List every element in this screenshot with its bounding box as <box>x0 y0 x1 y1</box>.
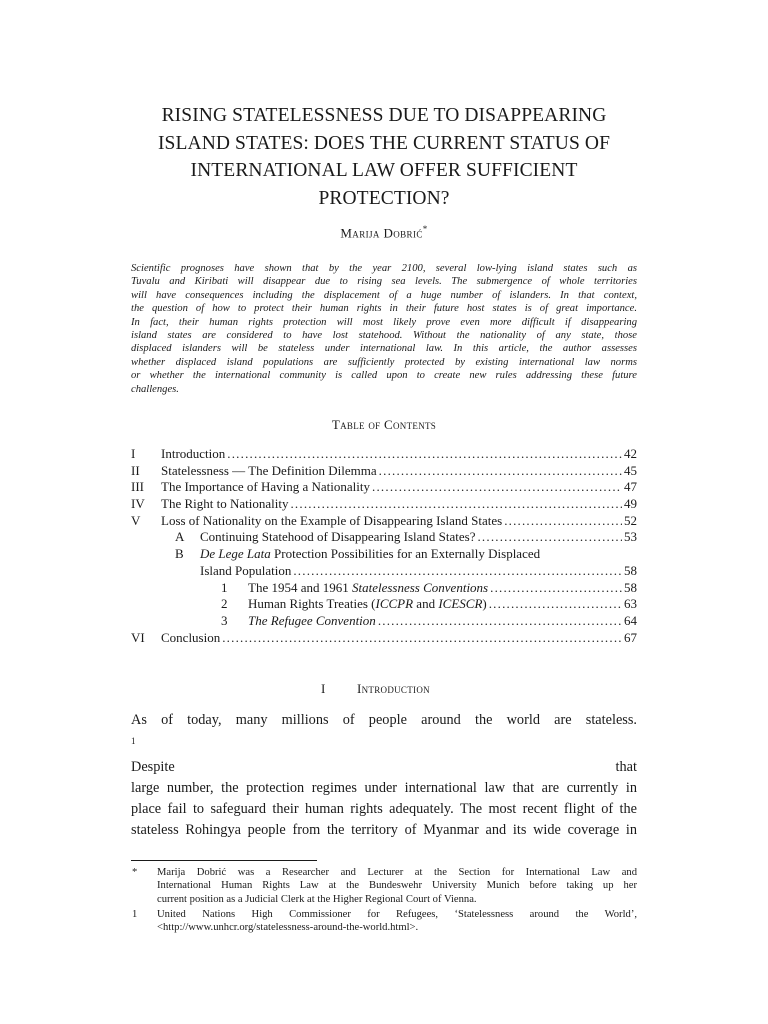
author-byline <box>131 224 637 241</box>
footnote-line: International Human Rights Law at the Bundeswehr University Munich before taking up her <box>157 880 637 892</box>
toc-entry-title-post: ) <box>482 596 487 612</box>
toc-leader-dots <box>489 596 622 613</box>
toc-entry-title <box>248 613 378 630</box>
toc-entry[interactable] <box>131 513 637 530</box>
toc-entry[interactable] <box>131 496 637 513</box>
toc-entry-page: 47 <box>624 479 637 495</box>
toc-entry-number: IV <box>131 496 145 512</box>
title-line: RISING STATELESSNESS DUE TO DISAPPEARING <box>161 105 607 126</box>
body-line: stateless Rohingya people from the territory of Myanmar and its wide coverage in <box>131 821 637 838</box>
toc-entry-title-italic: The Refugee Convention <box>248 612 376 628</box>
footnote-line[interactable]: <http://www.unhcr.org/statelessness-around-the-world.html>. <box>157 922 419 934</box>
toc-entry-page: 45 <box>624 462 637 478</box>
abstract-line: Tuvalu and Kiribati will disappear due to rising sea levels. The submergence of whole territories <box>131 276 637 288</box>
toc-entry-number: I <box>131 446 136 461</box>
toc-leader-dots <box>504 513 622 530</box>
toc-entry-number: III <box>131 479 144 495</box>
body-paragraph <box>131 710 637 841</box>
table-of-contents <box>131 446 637 646</box>
toc-leader-dots <box>290 496 622 513</box>
toc-entry-page: 58 <box>624 579 637 595</box>
title-line: ISLAND STATES: DOES THE CURRENT STATUS OF <box>157 132 611 154</box>
toc-leader-dots <box>222 630 622 647</box>
toc-entry-number: VI <box>131 629 145 645</box>
abstract-line: or whether the international community is called upon to create new rules addressing these future <box>131 370 637 382</box>
toc-entry[interactable] <box>131 463 637 480</box>
toc-entry-title-mid: and <box>413 596 439 612</box>
body-line: large number, the protection regimes under international law that are currently in <box>131 779 637 796</box>
toc-entry-title: Statelessness — The Definition Dilemma <box>161 462 377 478</box>
toc-entry-title: Continuing Statehood of Disappearing Island States? <box>200 529 476 545</box>
toc-leader-dots <box>477 529 622 546</box>
toc-entry-title: The Importance of Having a Nationality <box>161 479 371 495</box>
abstract-line: island states are considered to have lost statehood. Without the nationality of any state, those <box>131 330 637 342</box>
footnote <box>131 908 637 935</box>
body-line: place fail to safeguard their human rights adequately. The most recent flight of the <box>131 800 637 817</box>
toc-entry-title-rest: Protection Possibilities for an Externally Displaced <box>270 546 541 562</box>
title-line: PROTECTION? <box>318 187 450 209</box>
footnote-reference[interactable]: 1 <box>131 736 136 746</box>
toc-entry-title <box>200 546 542 563</box>
abstract-line: Scientific prognoses have shown that by the year 2100, several low-lying island states such as <box>131 263 637 274</box>
toc-leader-dots <box>227 446 622 463</box>
toc-entry-page: 42 <box>624 446 637 461</box>
abstract-line: whether displaced island populations are sufficiently protected by existing international law norms <box>131 356 637 368</box>
toc-leader-dots <box>372 479 622 496</box>
toc-entry-title-italic: Statelessness Conventions <box>351 579 489 595</box>
author-name: Marija Dobrić <box>340 225 423 241</box>
author-footnote-marker: * <box>422 224 428 234</box>
footnote-marker: * <box>132 867 138 878</box>
toc-entry-number: II <box>131 462 140 478</box>
section-label: Introduction <box>357 681 430 696</box>
footnote-text <box>157 866 637 906</box>
abstract-line: displaced islanders will be stateless under international law. In this article, the author assesses <box>131 343 637 355</box>
toc-entry[interactable] <box>131 446 637 463</box>
footnote-divider <box>131 860 317 861</box>
toc-entry[interactable] <box>131 580 637 597</box>
toc-entry-title: Island Population <box>200 562 292 578</box>
toc-entry-number: 1 <box>221 579 228 595</box>
toc-leader-dots <box>378 613 622 630</box>
toc-entry-title-pre: Human Rights Treaties ( <box>248 596 376 612</box>
footnotes <box>131 866 637 936</box>
abstract <box>131 262 637 396</box>
toc-entry-title <box>248 596 489 613</box>
toc-entry-number: 2 <box>221 596 228 612</box>
toc-entry-title-italic: De Lege Lata <box>200 546 271 562</box>
body-line-tail: Despite that <box>131 758 637 775</box>
toc-entry[interactable] <box>131 479 637 496</box>
footnote-line: United Nations High Commissioner for Refugees, ‘Statelessness around the World’, <box>157 908 637 920</box>
toc-entry-page: 67 <box>624 629 637 645</box>
toc-leader-dots <box>293 563 622 580</box>
toc-entry-page: 53 <box>624 529 637 545</box>
toc-heading: Table of Contents <box>331 417 437 432</box>
footnote <box>131 866 637 906</box>
title-line: INTERNATIONAL LAW OFFER SUFFICIENT <box>190 160 578 181</box>
toc-leader-dots <box>379 463 622 480</box>
toc-entry-title: Loss of Nationality on the Example of Disappearing Island States <box>161 512 503 528</box>
toc-entry[interactable] <box>131 529 637 546</box>
footnote-text <box>157 908 637 935</box>
toc-entry-page: 58 <box>624 562 637 578</box>
toc-entry[interactable] <box>131 613 637 630</box>
abstract-line: In fact, their human rights protection will most likely prove even more difficult if disappearing <box>131 316 637 328</box>
toc-entry-title-pre: The 1954 and 1961 <box>248 579 352 595</box>
toc-entry-number: V <box>131 512 141 528</box>
toc-entry-page: 49 <box>624 496 637 512</box>
section-number: I <box>321 681 326 696</box>
toc-entry-number: B <box>175 546 184 562</box>
toc-entry-title-italic: ICESCR <box>438 596 483 612</box>
toc-entry-page: 52 <box>624 512 637 528</box>
body-line <box>131 710 637 778</box>
article-title <box>131 102 637 212</box>
toc-entry-title: Conclusion <box>161 629 221 645</box>
toc-entry-title-italic: ICCPR <box>375 596 414 612</box>
toc-entry-number: A <box>175 529 185 545</box>
toc-leader-dots <box>490 580 622 597</box>
toc-entry[interactable] <box>131 630 637 647</box>
toc-entry[interactable] <box>131 563 637 580</box>
toc-entry-page: 64 <box>624 612 637 628</box>
toc-entry-title <box>248 580 490 597</box>
abstract-line: will have consequences including the displacement of a huge number of islanders. In that context, <box>131 289 637 301</box>
abstract-line: challenges. <box>131 383 179 395</box>
toc-entry[interactable] <box>131 596 637 613</box>
toc-entry-number: 3 <box>221 612 228 628</box>
toc-entry-page: 63 <box>624 596 637 612</box>
footnote-line: Marija Dobrić was a Researcher and Lecturer at the Section for International Law and <box>157 867 637 878</box>
toc-entry-title: The Right to Nationality <box>161 496 289 512</box>
abstract-line: the question of how to protect their human rights in their future host states is of great importance. <box>131 303 637 315</box>
footnote-line: current position as a Judicial Clerk at the Higher Regional Court of Vienna. <box>157 893 477 905</box>
footnote-marker: 1 <box>132 908 138 920</box>
body-line-text: As of today, many millions of people around the world are stateless. <box>131 712 637 728</box>
toc-entry-title: Introduction <box>161 446 226 461</box>
toc-entry[interactable] <box>131 546 637 563</box>
